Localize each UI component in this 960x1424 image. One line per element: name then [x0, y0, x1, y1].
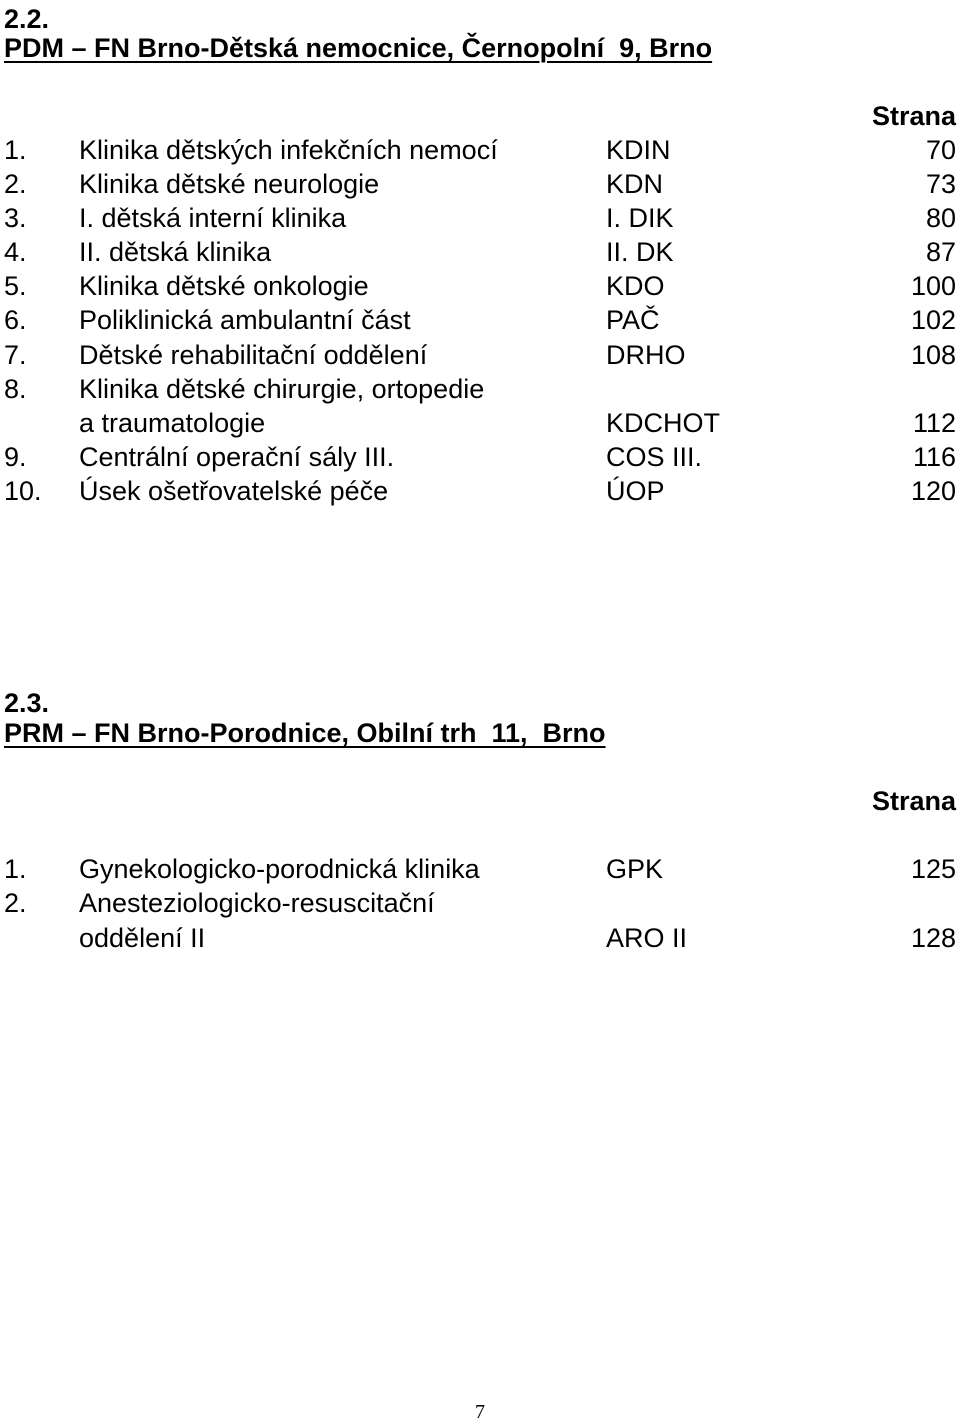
item-page: 70 — [925, 135, 956, 165]
item-name: a traumatologie — [79, 408, 266, 438]
item-page: 102 — [910, 305, 956, 335]
item-name: Dětské rehabilitační oddělení — [79, 340, 428, 370]
list-item — [0, 303, 960, 337]
item-abbreviation: KDN — [606, 169, 664, 199]
list-item — [0, 235, 960, 269]
list-item — [0, 269, 960, 303]
list-item — [0, 406, 960, 440]
list-item — [0, 167, 960, 201]
item-abbreviation: II. DK — [606, 237, 674, 267]
item-number: 3. — [4, 203, 27, 233]
item-number: 2. — [4, 169, 27, 199]
item-name: Gynekologicko-porodnická klinika — [79, 854, 480, 884]
section-number: 2.2. — [4, 4, 50, 34]
item-number: 10. — [4, 476, 42, 506]
item-number: 7. — [4, 340, 27, 370]
item-name: I. dětská interní klinika — [79, 203, 347, 233]
list-item — [0, 852, 960, 886]
item-page: 80 — [925, 203, 956, 233]
item-number: 6. — [4, 305, 27, 335]
item-page: 120 — [910, 476, 956, 506]
item-page: 100 — [910, 271, 956, 301]
item-page: 108 — [910, 340, 956, 370]
item-page: 128 — [910, 923, 956, 953]
item-page: 73 — [925, 169, 956, 199]
list-item — [0, 886, 960, 920]
item-number: 4. — [4, 237, 27, 267]
list-item — [0, 338, 960, 372]
item-name: Úsek ošetřovatelské péče — [79, 476, 389, 506]
item-name: Anesteziologicko-resuscitační — [79, 888, 435, 918]
item-abbreviation: GPK — [606, 854, 664, 884]
item-name: Klinika dětské onkologie — [79, 271, 369, 301]
list-item — [0, 474, 960, 508]
item-abbreviation: KDCHOT — [606, 408, 720, 438]
item-number: 5. — [4, 271, 27, 301]
section-number: 2.3. — [4, 688, 50, 718]
item-abbreviation: DRHO — [606, 340, 686, 370]
item-name: Centrální operační sály III. — [79, 442, 395, 472]
item-page: 87 — [925, 237, 956, 267]
item-page: 125 — [910, 854, 956, 884]
item-abbreviation: KDO — [606, 271, 665, 301]
item-number: 2. — [4, 888, 27, 918]
list-item — [0, 440, 960, 474]
list-item — [0, 133, 960, 167]
list-item — [0, 372, 960, 406]
item-abbreviation: COS III. — [606, 442, 703, 472]
item-abbreviation: I. DIK — [606, 203, 674, 233]
list-item — [0, 201, 960, 235]
item-name: Klinika dětské chirurgie, ortopedie — [79, 374, 485, 404]
item-number: 1. — [4, 135, 27, 165]
item-number: 1. — [4, 854, 27, 884]
list-item — [0, 921, 960, 955]
section-title: PDM – FN Brno-Dětská nemocnice, Černopolní 9, Brno — [4, 33, 713, 63]
item-page: 112 — [912, 408, 956, 438]
page-column-header: Strana — [871, 786, 956, 816]
item-name: Klinika dětské neurologie — [79, 169, 380, 199]
section-title: PRM – FN Brno-Porodnice, Obilní trh 11, Brno — [4, 718, 606, 748]
page-column-header: Strana — [871, 101, 956, 131]
item-abbreviation: PAČ — [606, 305, 660, 335]
item-abbreviation: KDIN — [606, 135, 671, 165]
item-name: Poliklinická ambulantní část — [79, 305, 411, 335]
item-abbreviation: ÚOP — [606, 476, 665, 506]
item-number: 8. — [4, 374, 27, 404]
item-name: Klinika dětských infekčních nemocí — [79, 135, 498, 165]
item-page: 116 — [912, 442, 956, 472]
item-abbreviation: ARO II — [606, 923, 688, 953]
item-name: oddělení II — [79, 923, 206, 953]
page-number: 7 — [475, 1401, 485, 1423]
item-name: II. dětská klinika — [79, 237, 272, 267]
item-number: 9. — [4, 442, 27, 472]
